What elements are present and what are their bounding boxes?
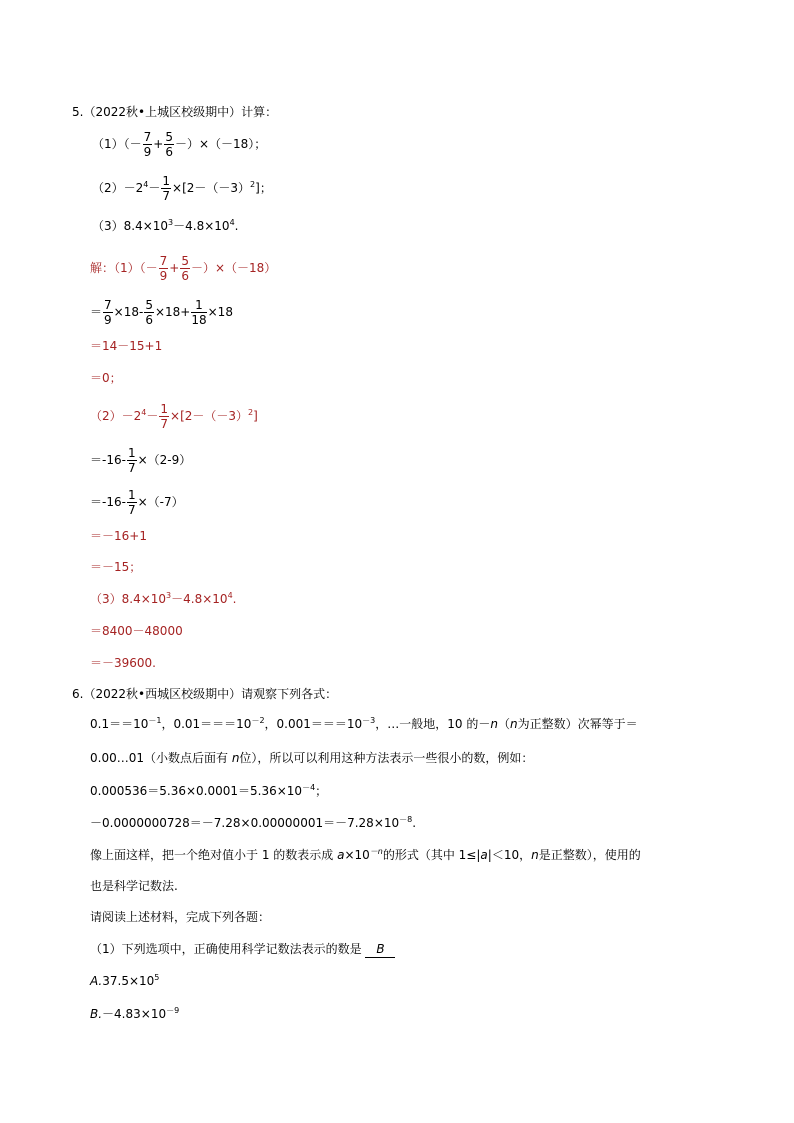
solution-line-5: [90, 402, 258, 431]
q5-p1-text-b: －）×（－18）；: [174, 137, 267, 151]
fraction: [143, 130, 153, 159]
text: ×[2－（－3）: [170, 409, 249, 423]
fraction: [159, 402, 169, 431]
exponent: 4: [143, 180, 149, 189]
text: （2）－2: [90, 409, 142, 423]
text: .: [232, 592, 237, 606]
fraction: [180, 254, 190, 283]
text: （3）8.4×10: [90, 592, 167, 606]
variable: n: [490, 717, 498, 731]
text: .: [234, 219, 239, 233]
variable: n: [231, 751, 240, 765]
denominator: 7: [127, 461, 136, 475]
q6-line-2: [90, 750, 533, 766]
solution-line-10: [90, 591, 236, 607]
solution-line-2: [90, 298, 233, 327]
plus-sign: +: [153, 137, 164, 151]
fraction: [127, 488, 137, 517]
variable: n: [531, 848, 539, 862]
fraction: [144, 298, 154, 327]
text: －: [148, 181, 161, 195]
fraction: [164, 130, 174, 159]
option-label: B.: [90, 1007, 103, 1021]
variable: n: [509, 717, 518, 731]
numerator: 7: [143, 130, 152, 144]
text: －4.83×10: [102, 1007, 167, 1021]
denominator: 9: [104, 313, 112, 327]
text: 位），所以可以利用这种方法表示一些很小的数，例如：: [239, 751, 534, 765]
plus-sign: +: [169, 261, 180, 275]
text: 为正整数）次幂等于＝: [517, 717, 638, 731]
text: ×10: [344, 848, 370, 862]
solution-line-11: ＝8400－48000: [90, 624, 183, 638]
solution-line-6: [90, 446, 191, 475]
q6-line-3: [90, 783, 327, 799]
text: －0.0000000728＝－7.28×0.00000001＝－7.28×10: [90, 816, 400, 830]
text: －: [146, 409, 159, 423]
denominator: 7: [127, 503, 136, 517]
text: （1）下列选项中，正确使用科学记数法表示的数是: [90, 942, 366, 956]
exponent: 4: [141, 408, 147, 417]
variable: a: [480, 848, 488, 862]
q6-line-8: [90, 941, 395, 958]
solution-line-8: ＝－16+1: [90, 529, 147, 543]
solution-line-1: [90, 254, 276, 283]
exponent: －2: [251, 716, 265, 725]
text: （3）8.4×10: [92, 219, 169, 233]
denominator: 18: [191, 313, 207, 327]
numerator: 1: [162, 174, 171, 188]
denominator: 6: [165, 145, 173, 159]
text: ×18: [207, 305, 233, 319]
text: －4.8×10: [173, 219, 230, 233]
numerator: 5: [181, 254, 189, 268]
exponent: 3: [168, 218, 174, 227]
text: ，0.001＝＝＝10: [264, 717, 363, 731]
option-label: A.: [90, 974, 103, 988]
text: .: [412, 816, 417, 830]
text: 37.5×10: [102, 974, 155, 988]
numerator: 1: [160, 402, 169, 416]
q5-part2: [92, 174, 272, 203]
q5-header: 5.（2022秋•上城区校级期中）计算：: [72, 105, 278, 119]
text: ＝-16-: [90, 495, 126, 509]
numerator: 5: [145, 298, 153, 312]
fraction: [191, 298, 206, 327]
numerator: 1: [191, 298, 206, 313]
denominator: 6: [145, 313, 153, 327]
q6-line-6: 也是科学记数法.: [90, 879, 178, 893]
numerator: 1: [127, 446, 136, 460]
denominator: 7: [160, 417, 169, 431]
text: 解：（1）（－: [90, 261, 158, 275]
exponent: －3: [362, 716, 376, 725]
exponent: －9: [166, 1006, 180, 1015]
variable: a: [337, 848, 345, 862]
text: 像上面这样，把一个绝对值小于 1 的数表示成: [90, 848, 338, 862]
text: ×18-: [113, 305, 144, 319]
exponent: 4: [229, 218, 235, 227]
exponent: 5: [154, 973, 160, 982]
text: ×（-7）: [137, 495, 184, 509]
fraction: [159, 254, 169, 283]
exponent: －4: [302, 783, 316, 792]
solution-line-4: ＝0；: [90, 371, 122, 385]
option-b: [90, 1006, 179, 1022]
text: |＜10，: [487, 848, 532, 862]
text: 0.00…01（小数点后面有: [90, 751, 232, 765]
answer-blank: B: [365, 941, 395, 958]
fraction: [161, 174, 171, 203]
exponent: 2: [248, 408, 254, 417]
q6-line-4: [90, 815, 416, 831]
q5-part3: [92, 218, 238, 234]
q6-line-1: [90, 716, 638, 732]
text: 是正整数），使用的: [538, 848, 641, 862]
text: ，0.01＝＝＝10: [161, 717, 252, 731]
q6-line-7: 请阅读上述材料，完成下列各题：: [90, 910, 271, 924]
option-a: [90, 973, 159, 989]
text: ＝: [90, 305, 103, 319]
text: 的形式（其中 1≤|: [382, 848, 481, 862]
exponent: 2: [250, 180, 256, 189]
exponent: －1: [148, 716, 162, 725]
fraction: [103, 298, 113, 327]
solution-line-7: [90, 488, 184, 517]
text: ]；: [255, 181, 272, 195]
text: 0.1＝＝10: [90, 717, 149, 731]
text: ]: [253, 409, 258, 423]
exponent: －n: [369, 847, 383, 856]
text: ×（2-9）: [137, 453, 192, 467]
solution-line-12: ＝－39600.: [90, 656, 156, 670]
numerator: 5: [165, 130, 173, 144]
exponent: －8: [399, 815, 413, 824]
q5-p1-text-a: （1）（－: [92, 137, 142, 151]
denominator: 6: [181, 269, 189, 283]
text: ＝-16-: [90, 453, 126, 467]
numerator: 7: [159, 254, 168, 268]
text: ，…一般地，10 的－: [375, 717, 491, 731]
text: 0.000536＝5.36×0.0001＝5.36×10: [90, 784, 303, 798]
text: （: [497, 717, 510, 731]
text: ；: [315, 784, 328, 798]
text: ×18+: [154, 305, 191, 319]
numerator: 1: [127, 488, 136, 502]
q5-part1: [92, 130, 266, 159]
q6-header: 6.（2022秋•西城区校级期中）请观察下列各式：: [72, 687, 338, 701]
denominator: 9: [159, 269, 168, 283]
exponent: 4: [227, 591, 233, 600]
text: －4.8×10: [171, 592, 228, 606]
exponent: 3: [166, 591, 172, 600]
text: （2）－2: [92, 181, 144, 195]
denominator: 9: [143, 145, 152, 159]
denominator: 7: [162, 189, 171, 203]
fraction: [127, 446, 137, 475]
text: －）×（－18）: [190, 261, 277, 275]
solution-line-9: ＝－15；: [90, 560, 142, 574]
solution-line-3: ＝14－15+1: [90, 339, 163, 353]
numerator: 7: [104, 298, 112, 312]
q6-line-5: [90, 847, 641, 863]
text: ×[2－（－3）: [172, 181, 251, 195]
